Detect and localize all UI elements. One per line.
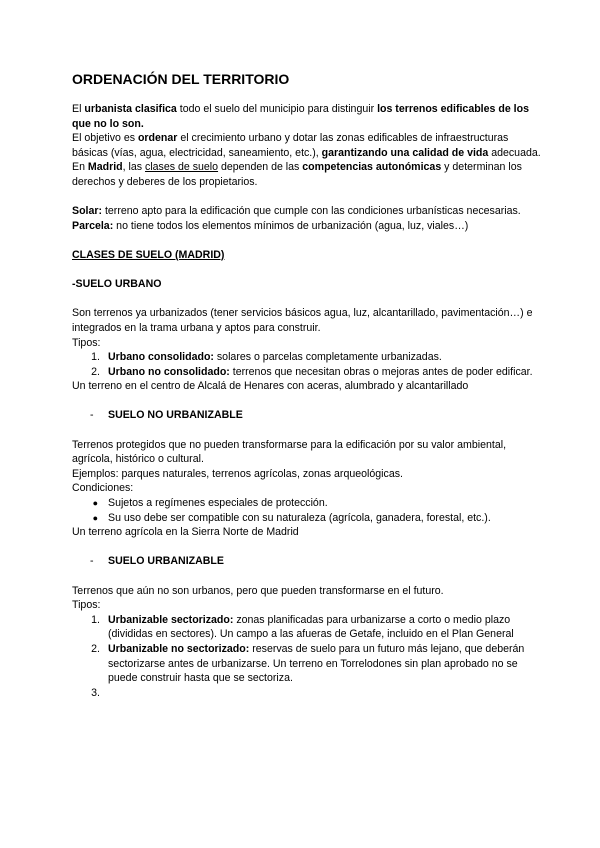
list-item: 1. Urbanizable sectorizado: zonas planificadas para urbanizarse a corto o medio plazo (divididas en sectores). Un campo a las afueras de Getafe, incluido en el Plan General bbox=[91, 613, 514, 641]
section-title: CLASES DE SUELO (MADRID) bbox=[72, 248, 225, 261]
definition-solar: Solar: terreno apto para la edificación que cumple con las condiciones urbanísticas necesarias. bbox=[72, 205, 521, 218]
list-item: 2. Urbanizable no sectorizado: reservas de suelo para un futuro más lejano, que deberán sectorizarse antes de urbanizarse. Un terreno en Torrelodones sin plan aprobado no se puede construir hasta que se sectoriza. bbox=[91, 642, 525, 685]
heading-suelo-urbano: -SUELO URBANO bbox=[72, 278, 162, 291]
heading-suelo-urbanizable: - SUELO URBANIZABLE bbox=[90, 555, 224, 568]
urbanizable-tipos-label: Tipos: bbox=[72, 599, 101, 612]
no-urbanizable-conditions-label: Condiciones: bbox=[72, 482, 134, 495]
urbanizable-types-list bbox=[72, 613, 542, 701]
intro-paragraph-2: El objetivo es ordenar el crecimiento urbano y dotar las zonas edificables de infraestructuras básicas (vías, agua, electricidad, saneamiento, etc.), garantizando una calidad de vida adecuada. bbox=[72, 132, 541, 159]
list-item: 3. bbox=[91, 686, 100, 699]
intro-paragraph-3: En Madrid, las clases de suelo dependen de las competencias autonómicas y determinan los derechos y deberes de los propietarios. bbox=[72, 161, 522, 188]
list-item: 1. Urbano consolidado: solares o parcelas completamente urbanizadas. bbox=[91, 351, 442, 364]
urbano-description: Son terrenos ya urbanizados (tener servicios básicos agua, luz, alcantarillado, pavimentación…) e integrados en la trama urbana y aptos para construir. bbox=[72, 307, 533, 334]
document-page bbox=[72, 70, 542, 700]
list-item: ● Sujetos a regímenes especiales de protección. bbox=[72, 496, 542, 511]
page-title: ORDENACIÓN DEL TERRITORIO bbox=[72, 71, 290, 87]
urbano-example: Un terreno en el centro de Alcalá de Henares con aceras, alumbrado y alcantarillado bbox=[72, 380, 469, 393]
urbano-tipos-label: Tipos: bbox=[72, 336, 101, 349]
no-urbanizable-description: Terrenos protegidos que no pueden transformarse para la edificación por su valor ambiental, agrícola, histórico o cultural. bbox=[72, 438, 507, 466]
no-urbanizable-conditions-list bbox=[72, 496, 542, 525]
intro-paragraph-1: El urbanista clasifica todo el suelo del municipio para distinguir los terrenos edificables de los que no lo son. bbox=[72, 103, 529, 130]
list-item: 2. Urbano no consolidado: terrenos que necesitan obras o mejoras antes de poder edificar. bbox=[91, 365, 533, 378]
urbano-types-list bbox=[72, 350, 542, 379]
urbanizable-description: Terrenos que aún no son urbanos, pero que pueden transformarse en el futuro. bbox=[72, 584, 444, 597]
definition-parcela: Parcela: no tiene todos los elementos mínimos de urbanización (agua, luz, viales…) bbox=[72, 219, 469, 232]
bullet-icon: ● bbox=[92, 512, 98, 523]
heading-suelo-no-urbanizable: - SUELO NO URBANIZABLE bbox=[90, 409, 243, 422]
list-item: ● Su uso debe ser compatible con su naturaleza (agrícola, ganadera, forestal, etc.). bbox=[72, 511, 542, 526]
bullet-icon: ● bbox=[92, 498, 98, 509]
no-urbanizable-example: Un terreno agrícola en la Sierra Norte de Madrid bbox=[72, 526, 299, 539]
no-urbanizable-examples: Ejemplos: parques naturales, terrenos agrícolas, zonas arqueológicas. bbox=[72, 467, 403, 480]
